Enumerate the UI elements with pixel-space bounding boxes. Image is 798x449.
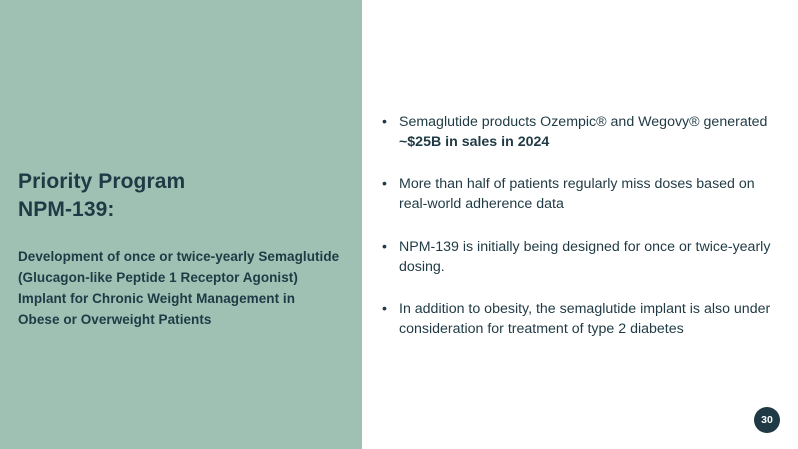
list-item bbox=[382, 174, 782, 214]
list-item-text: Semaglutide products Ozempic® and Wegovy® generated bbox=[399, 114, 768, 130]
page-subtitle: Development of once or twice-yearly Semaglutide (Glucagon-like Peptide 1 Receptor Agonist) Implant for Chronic Weight Management in Obese or Overweight Patients bbox=[18, 249, 340, 328]
bullet-marker-icon: • bbox=[382, 300, 387, 317]
list-item-text: More than half of patients regularly miss doses based on real-world adherence data bbox=[399, 176, 755, 213]
list-item-emphasis: ~$25B in sales in 2024 bbox=[399, 134, 550, 151]
content-panel bbox=[362, 0, 798, 449]
page-title-line-2: NPM-139: bbox=[18, 197, 115, 221]
list-item-text: NPM-139 is initially being designed for once or twice-yearly dosing. bbox=[399, 238, 771, 275]
title-panel bbox=[0, 0, 362, 449]
list-item-text: In addition to obesity, the semaglutide implant is also under consideration for treatment of type 2 diabetes bbox=[399, 300, 771, 338]
list-item bbox=[382, 237, 782, 277]
bullet-marker-icon: • bbox=[382, 114, 387, 130]
page-title-line-1: Priority Program bbox=[18, 170, 186, 193]
bullet-marker-icon: • bbox=[382, 176, 387, 193]
list-item bbox=[382, 112, 782, 152]
title-block bbox=[18, 168, 340, 331]
bullet-marker-icon: • bbox=[382, 238, 387, 255]
page-number-badge: 30 bbox=[754, 407, 780, 433]
bullet-list bbox=[382, 112, 782, 339]
list-item bbox=[382, 299, 782, 339]
